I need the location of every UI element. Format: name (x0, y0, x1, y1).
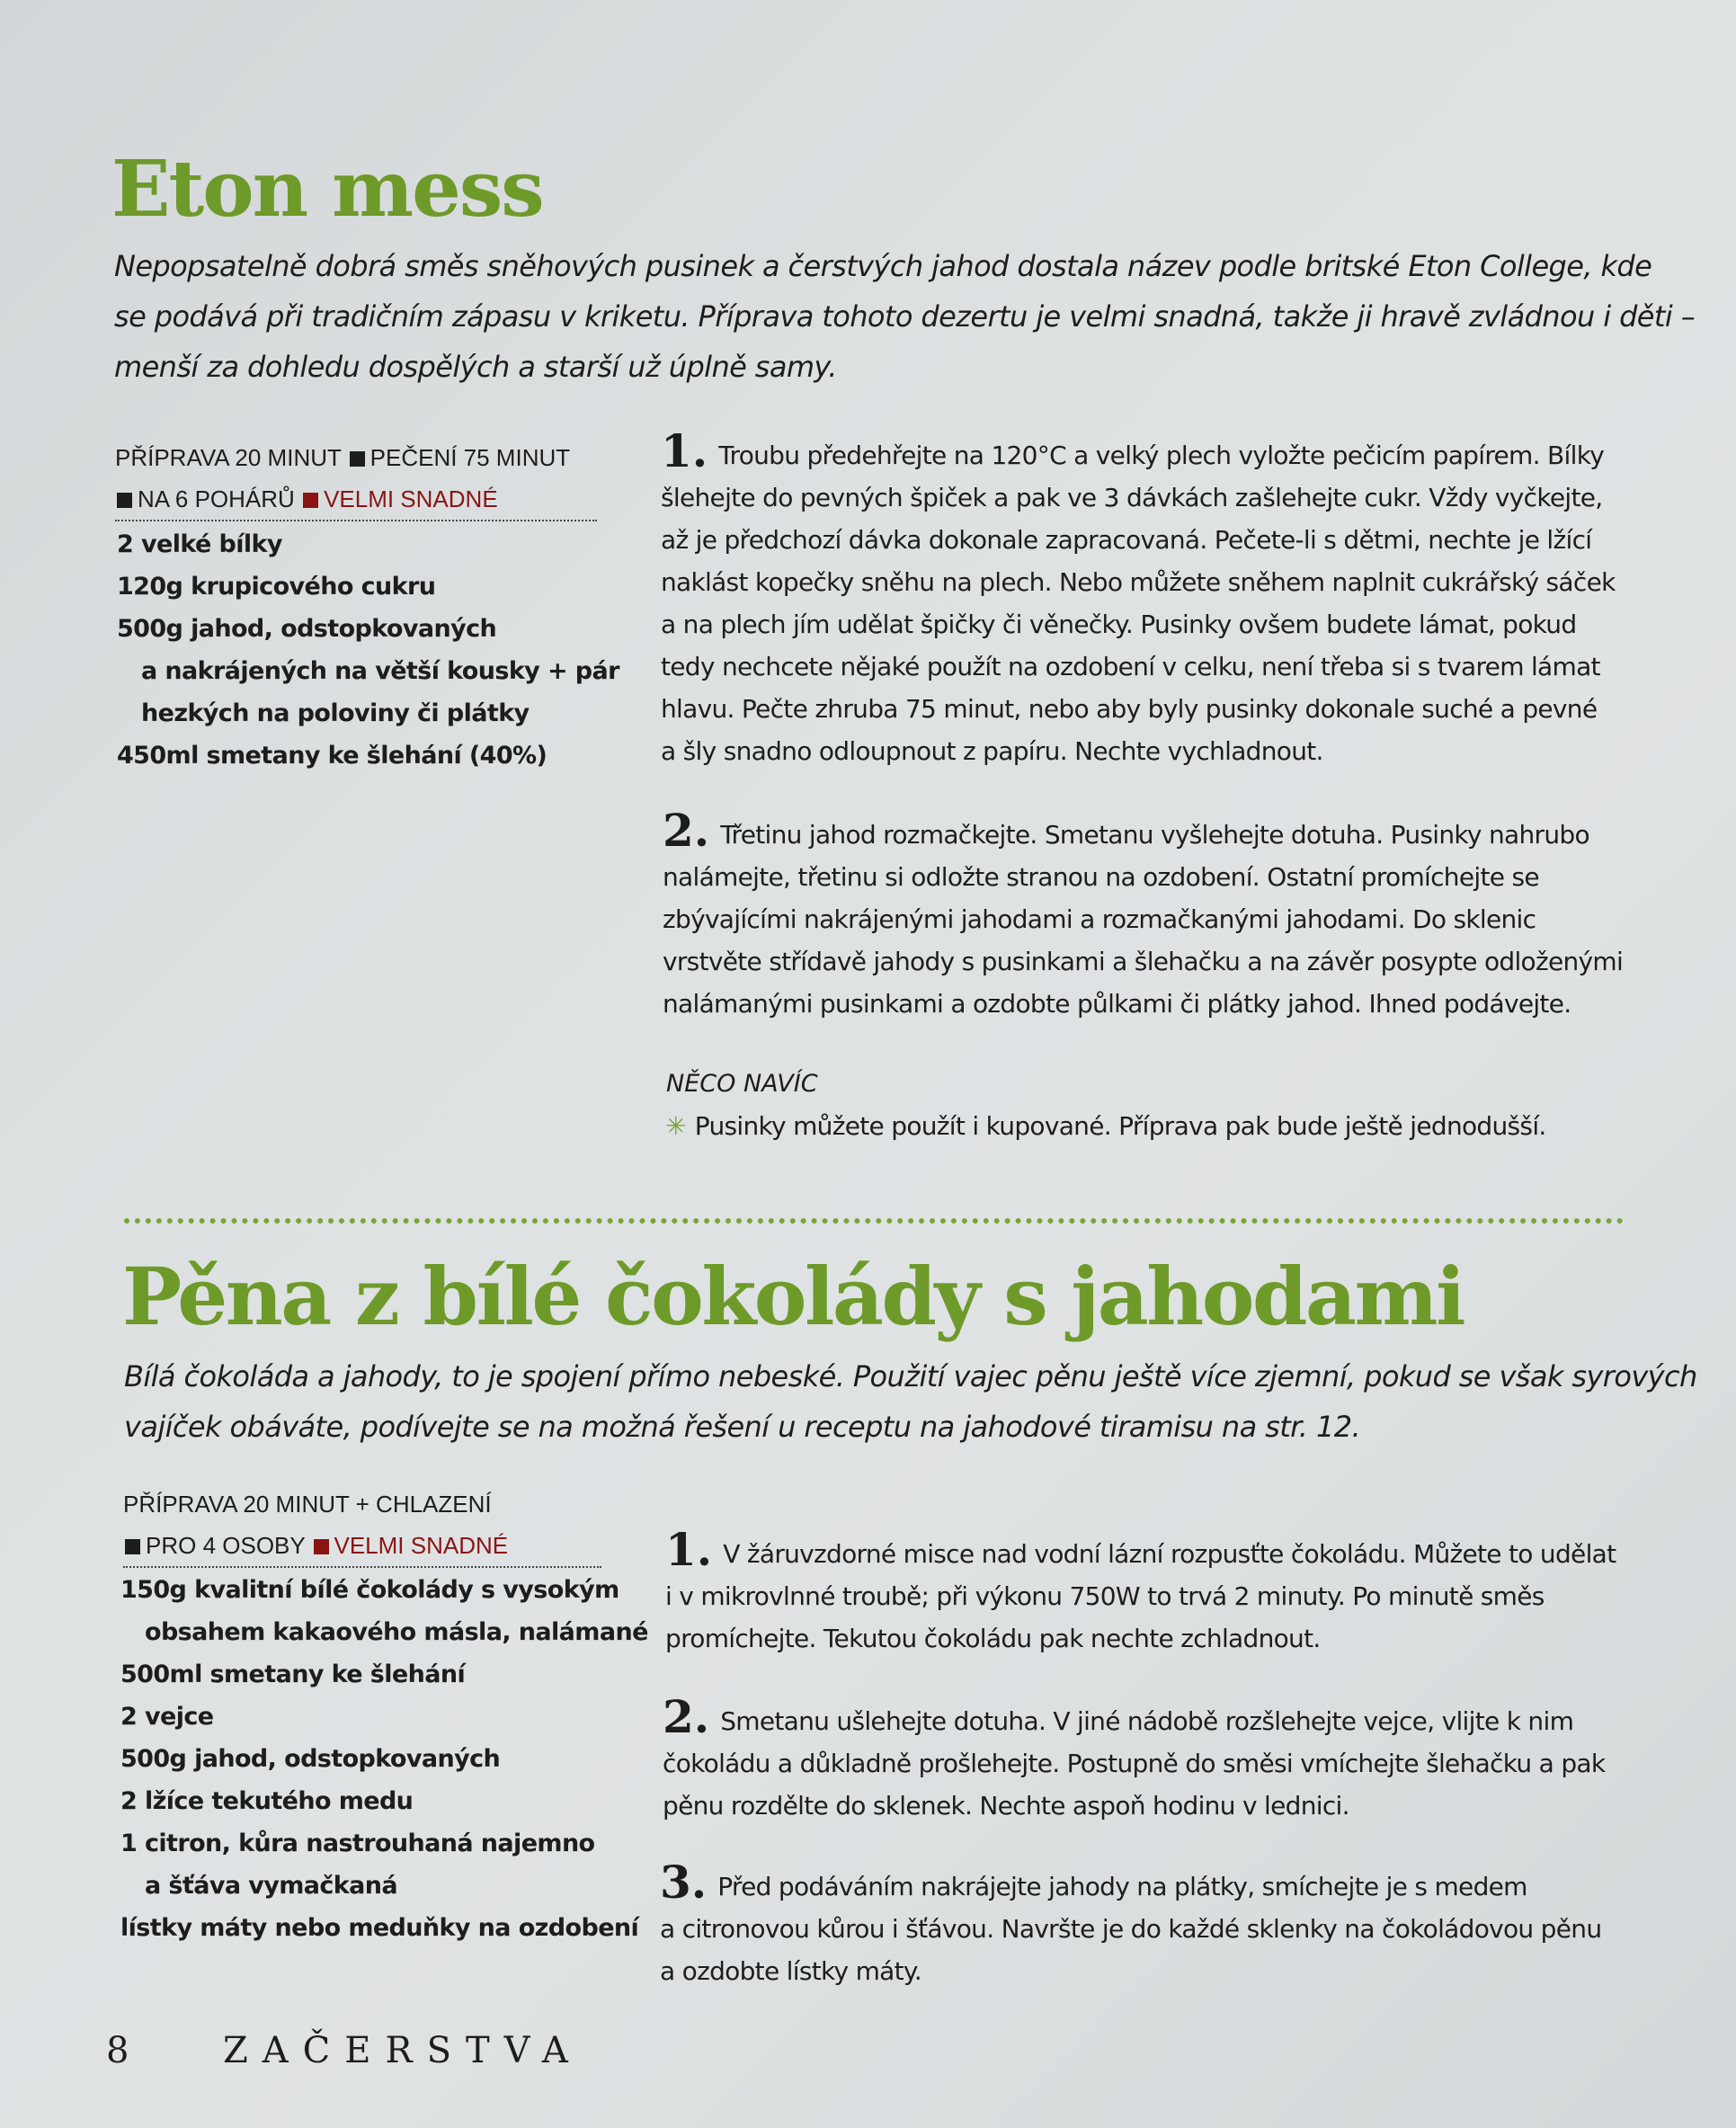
intro-line: Bílá čokoláda a jahody, to je spojení přímo nebeské. Použití vajec pěnu ještě více zjemní, pokud se však syrových (124, 1359, 1697, 1393)
intro-line: Nepopsatelně dobrá směs sněhových pusinek a čerstvých jahod dostala název podle britské Eton College, kde (114, 249, 1652, 283)
meta-time-row (115, 437, 597, 478)
ingredient-item: 2 velké bílky (117, 530, 282, 558)
ingredient-item: hezkých na poloviny či plátky (141, 699, 530, 727)
intro-line: menší za dohledu dospělých a starší už úplně samy. (114, 350, 837, 384)
method-step (661, 424, 1616, 772)
step-line: čokoládu a důkladně prošlehejte. Postupně do směsi vmíchejte šlehačku a pak (663, 1749, 1606, 1778)
step-number: 2. (663, 1690, 710, 1743)
step-line: Před podáváním nakrájejte jahody na plátky, smíchejte je s medem (717, 1872, 1527, 1901)
difficulty: VELMI SNADNÉ (324, 485, 498, 512)
difficulty-square-icon (303, 493, 318, 508)
extra-tip-text: Pusinky můžete použít i kupované. Příprava pak bude ještě jednodušší. (694, 1111, 1546, 1141)
square-bullet-icon (117, 493, 132, 508)
step-line: nalámanými pusinkami a ozdobte půlkami či plátky jahod. Ihned podávejte. (663, 989, 1571, 1019)
step-line: a na plech jím udělat špičky či věnečky. Pusinky ovšem budete lámat, pokud (661, 610, 1577, 639)
book-title: ZAČERSTVA (223, 2030, 583, 2071)
intro-line: vajíček obáváte, podívejte se na možná řešení u receptu na jahodové tiramisu na str. 12. (124, 1410, 1361, 1444)
step-line: promíchejte. Tekutou čokoládu pak nechte zchladnout. (665, 1624, 1321, 1653)
square-bullet-icon (125, 1539, 140, 1554)
step-line: pěnu rozdělte do sklenek. Nechte aspoň hodinu v lednici. (663, 1791, 1349, 1821)
recipe-title: Pěna z bílé čokolády s jahodami (122, 1250, 1464, 1343)
ingredient-item: 2 lžíce tekutého medu (120, 1787, 414, 1815)
step-line: a ozdobte lístky máty. (660, 1956, 921, 1986)
ingredient-list (117, 523, 619, 777)
prep-time: PŘÍPRAVA 20 MINUT (115, 444, 342, 471)
ingredient-item: 2 vejce (120, 1703, 214, 1731)
ingredient-item: 120g krupicového cukru (117, 573, 436, 601)
meta-servings-row (123, 1525, 601, 1568)
step-line: hlavu. Pečte zhruba 75 minut, nebo aby byly pusinky dokonale suché a pevné (661, 694, 1598, 724)
method-step (665, 1523, 1616, 1660)
step-line: V žáruvzdorné misce nad vodní lázní rozpusťte čokoládu. Můžete to udělat (723, 1539, 1616, 1569)
step-line: Smetanu ušlehejte dotuha. V jiné nádobě rozšlehejte vejce, vlijte k nim (720, 1706, 1574, 1736)
square-bullet-icon (350, 451, 365, 467)
step-line: šlehejte do pevných špiček a pak ve 3 dávkách zašlehejte cukr. Vždy vyčkejte, (661, 483, 1603, 512)
step-line: Třetinu jahod rozmačkejte. Smetanu vyšlehejte dotuha. Pusinky nahrubo (720, 820, 1589, 850)
step-line: tedy nechcete nějaké použít na ozdobení v celku, není třeba si s tvarem lámat (661, 652, 1600, 681)
extra-heading: NĚCO NAVÍC (666, 1070, 818, 1098)
ingredient-item: obsahem kakaového másla, nalámané (145, 1618, 648, 1646)
step-number: 1. (665, 1523, 713, 1576)
page-number: 8 (106, 2030, 129, 2071)
ingredient-item: 150g kvalitní bílé čokolády s vysokým (120, 1576, 619, 1604)
method-step (663, 804, 1624, 1025)
ingredient-item: 500g jahod, odstopkovaných (117, 615, 497, 643)
step-number: 3. (660, 1856, 708, 1909)
ingredient-item: 1 citron, kůra nastrouhaná najemno (120, 1830, 595, 1857)
section-divider (124, 1218, 1624, 1224)
step-line: zbývajícími nakrájenými jahodami a rozmačkanými jahodami. Do sklenic (663, 904, 1536, 934)
servings: NA 6 POHÁRŮ (138, 485, 295, 512)
ingredient-item: 500g jahod, odstopkovaných (120, 1745, 501, 1773)
ingredient-item: a nakrájených na větší kousky + pár (141, 657, 619, 685)
step-number: 2. (663, 804, 710, 857)
step-line: vrstvěte střídavě jahody s pusinkami a šlehačku a na závěr posypte odloženými (663, 947, 1624, 976)
step-line: Troubu předehřejte na 120°C a velký plech vyložte pečicím papírem. Bílky (718, 441, 1605, 470)
step-line: až je předchozí dávka dokonale zapracovaná. Pečete-li s dětmi, nechte je lžící (661, 525, 1592, 555)
meta-servings-row (115, 478, 597, 521)
meta-time-row (123, 1483, 601, 1525)
step-line: nalámejte, třetinu si odložte stranou na ozdobení. Ostatní promíchejte se (663, 862, 1539, 892)
method-step (663, 1690, 1606, 1827)
step-line: a šly snadno odloupnout z papíru. Nechte vychladnout. (661, 736, 1323, 766)
step-line: naklást kopečky sněhu na plech. Nebo můžete sněhem naplnit cukrářský sáček (661, 567, 1616, 597)
ingredient-item: 500ml smetany ke šlehání (120, 1661, 466, 1688)
ingredient-list (120, 1569, 648, 1949)
servings: PRO 4 OSOBY (146, 1532, 306, 1559)
difficulty-square-icon (314, 1539, 329, 1554)
step-number: 1. (661, 424, 708, 477)
ingredient-item: 450ml smetany ke šlehání (40%) (117, 742, 548, 770)
method-step (660, 1856, 1602, 1992)
step-line: i v mikrovlnné troubě; při výkonu 750W to trvá 2 minuty. Po minutě směs (665, 1581, 1545, 1611)
asterisk-icon: ✳ (665, 1111, 686, 1141)
recipe-intro (124, 1351, 1697, 1452)
ingredient-item: lístky máty nebo meduňky na ozdobení (120, 1914, 639, 1942)
ingredient-item: a šťáva vymačkaná (145, 1872, 398, 1900)
recipe-meta (115, 437, 597, 521)
recipe-title: Eton mess (111, 144, 543, 235)
difficulty: VELMI SNADNÉ (334, 1532, 509, 1559)
bake-time: PEČENÍ 75 MINUT (369, 444, 571, 471)
recipe-meta (123, 1483, 601, 1568)
step-line: a citronovou kůrou i šťávou. Navršte je do každé sklenky na čokoládovou pěnu (660, 1914, 1602, 1944)
intro-line: se podává při tradičním zápasu v kriketu. Příprava tohoto dezertu je velmi snadná, takže ji hravě zvládnou i děti – (114, 299, 1696, 334)
recipe-intro (114, 241, 1695, 392)
extra-tip (665, 1111, 1546, 1141)
prep-time: PŘÍPRAVA 20 MINUT + CHLAZENÍ (123, 1491, 492, 1518)
